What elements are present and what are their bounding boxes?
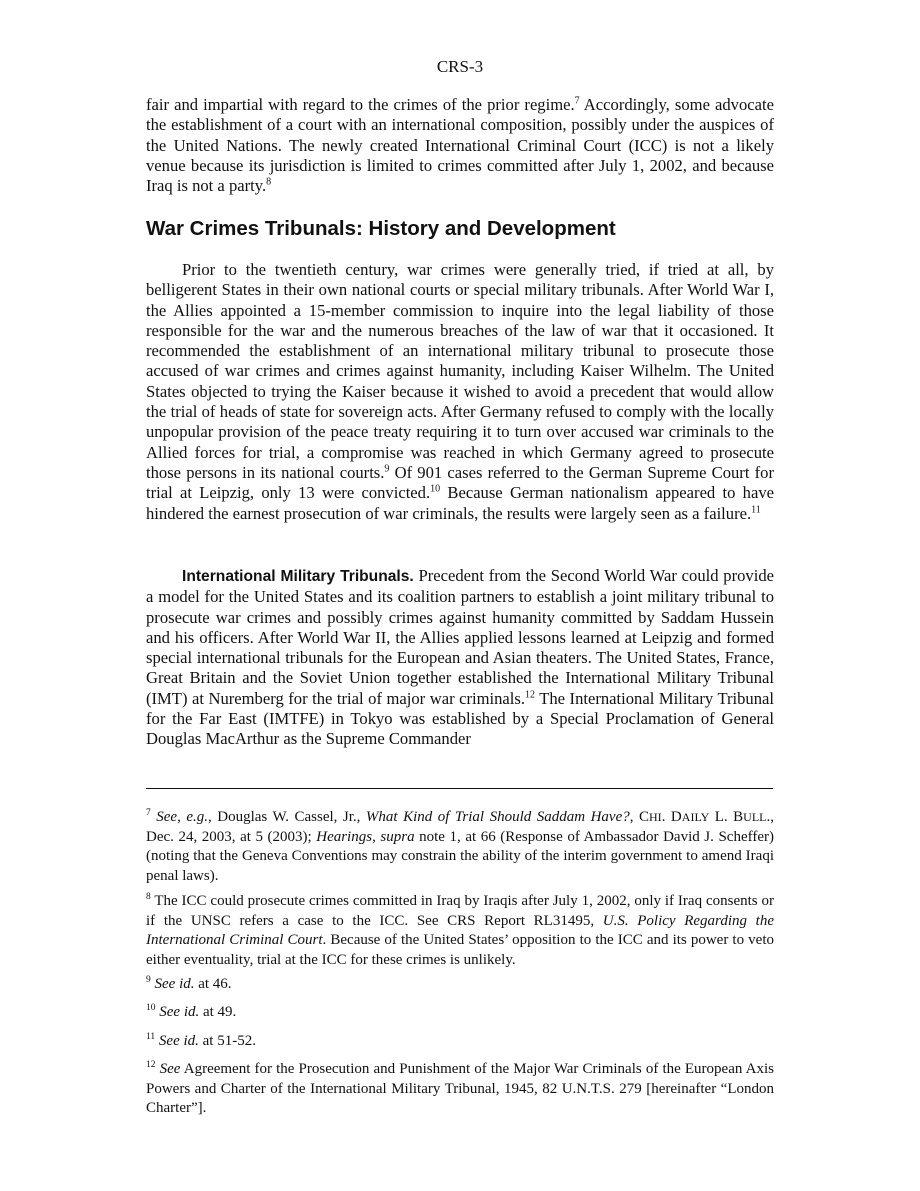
text: at 46. (194, 976, 232, 992)
section-heading: War Crimes Tribunals: History and Development (146, 217, 616, 240)
footnote-number: 8 (146, 892, 151, 902)
text: ., Dec. 24, 2003, at 5 (2003); (146, 809, 774, 845)
footnote-ref-9[interactable]: 9 (384, 463, 390, 475)
paragraph-history (146, 260, 774, 524)
text: Precedent from the Second World War could provide a model for the United States and its coalition partners to establish a joint military tribunal to prosecute war crimes and possibly crimes against humanity committed by Saddam Hussein and his officers. After World War II, the Allies applied lessons learned at Leipzig and formed special international tribunals for the European and Asian theaters. The United States, France, Great Britain and the Soviet Union together established the International Military Tribunal (IMT) at Nuremberg for the trial of major war criminals. (146, 566, 774, 708)
text: , C (629, 809, 650, 825)
text: at 51-52. (198, 1033, 256, 1049)
text: at 49. (199, 1004, 237, 1020)
text: Because German nationalism appeared to have hindered the earnest prosecution of war criminals, the results were largely seen as a failure. (146, 483, 774, 523)
small-caps: ULL (743, 810, 767, 824)
supra-ref: supra (380, 828, 415, 845)
run-in-heading: International Military Tribunals. (182, 568, 414, 585)
footnote-divider (146, 788, 773, 789)
footnote-ref-10[interactable]: 10 (430, 483, 441, 495)
footnote-10 (146, 1003, 774, 1023)
footnote-ref-8[interactable]: 8 (266, 176, 272, 188)
page-number: CRS-3 (436, 57, 484, 76)
footnote-ref-11[interactable]: 11 (751, 504, 761, 516)
text: The International Military Tribunal for the Far East (IMTFE) in Tokyo was established by a Special Proclamation of General Douglas MacArthur as the Supreme Commander (146, 688, 774, 749)
text: Prior to the twentieth century, war crimes were generally tried, if tried at all, by belligerent States in their own national courts or special military tribunals. After World War I, the Allies appointed a 15-member commission to inquire into the legal liability of those responsible for the war and the numerous breaches of the law of war that it occasioned. It recommended the establishment of an international military tribunal to prosecute those accused of war crimes and crimes against humanity, including Kaiser Wilhelm. The United States objected to trying the Kaiser because it wished to avoid a precedent that would allow the trial of heads of state for sovereign acts. After Germany refused to comply with the locally unpopular provision of the peace treaty requiring it to turn over accused war criminals to the Allied forces for trial, a compromise was reached in which Germany agreed to prosecute those persons in its national courts. (146, 260, 774, 482)
citation-signal: See id. (159, 1004, 200, 1020)
footnote-8 (146, 892, 774, 970)
footnote-number: 7 (146, 808, 151, 818)
citation-signal: See id. (158, 1033, 199, 1049)
text: Accordingly, some advocate the establishment of a court with an international composition, possibly under the auspices of the United Nations. The newly created International Criminal Court (ICC) is not a likely venue because its jurisdiction is limited to crimes committed after July 1, 2002, and because Iraq is not a party. (146, 95, 774, 196)
citation-signal: See id. (154, 976, 195, 992)
footnote-ref-7[interactable]: 7 (574, 95, 580, 107)
footnote-number: 11 (146, 1032, 156, 1042)
small-caps: AILY (681, 810, 710, 824)
text: Of 901 cases referred to the German Supreme Court for trial at Leipzig, only 13 were convicted. (146, 462, 774, 503)
paragraph-intro (146, 95, 774, 196)
footnote-9 (146, 975, 774, 995)
text: Agreement for the Prosecution and Punishment of the Major War Criminals of the European Axis Powers and Charter of the International Military Tribunal, 1945, 82 U.N.T.S. 279 [hereinafter “London Charter”]. (146, 1061, 775, 1117)
text: , Douglas W. Cassel, Jr., (207, 809, 366, 825)
footnote-number: 9 (146, 975, 151, 985)
footnote-11 (146, 1032, 774, 1052)
article-title: What Kind of Trial Should Saddam Have? (365, 809, 630, 825)
text: . Because of the United States’ opposition to the ICC and its power to veto either eventuality, trial at the ICC for these crimes is unlikely. (146, 932, 774, 968)
report-title: U.S. Policy Regarding the International Criminal Court (146, 912, 774, 949)
text: fair and impartial with regard to the crimes of the prior regime. (146, 95, 575, 114)
footnote-number: 12 (146, 1060, 156, 1070)
small-caps: HI (649, 810, 662, 824)
footnote-7 (146, 808, 774, 886)
hearings-ref: Hearings (316, 828, 373, 845)
text: The ICC could prosecute crimes committed in Iraq by Iraqis after July 1, 2002, only if Iraq consents or if the UNSC refers a case to the ICC. See CRS Report RL31495, (146, 893, 774, 929)
footnote-12 (146, 1060, 774, 1119)
text: note 1, at 66 (Response of Ambassador David J. Scheffer)(noting that the Geneva Conventions may constrain the ability of the interim government to amend Iraqi penal laws). (146, 828, 774, 884)
citation-signal: See (159, 1061, 181, 1077)
paragraph-imt (146, 566, 774, 750)
footnote-number: 10 (146, 1003, 156, 1013)
text: . D (661, 809, 682, 825)
text: L. B (709, 809, 744, 825)
citation-signal: See, e.g. (156, 809, 208, 825)
text: , (372, 828, 381, 845)
footnote-ref-12[interactable]: 12 (525, 689, 536, 701)
